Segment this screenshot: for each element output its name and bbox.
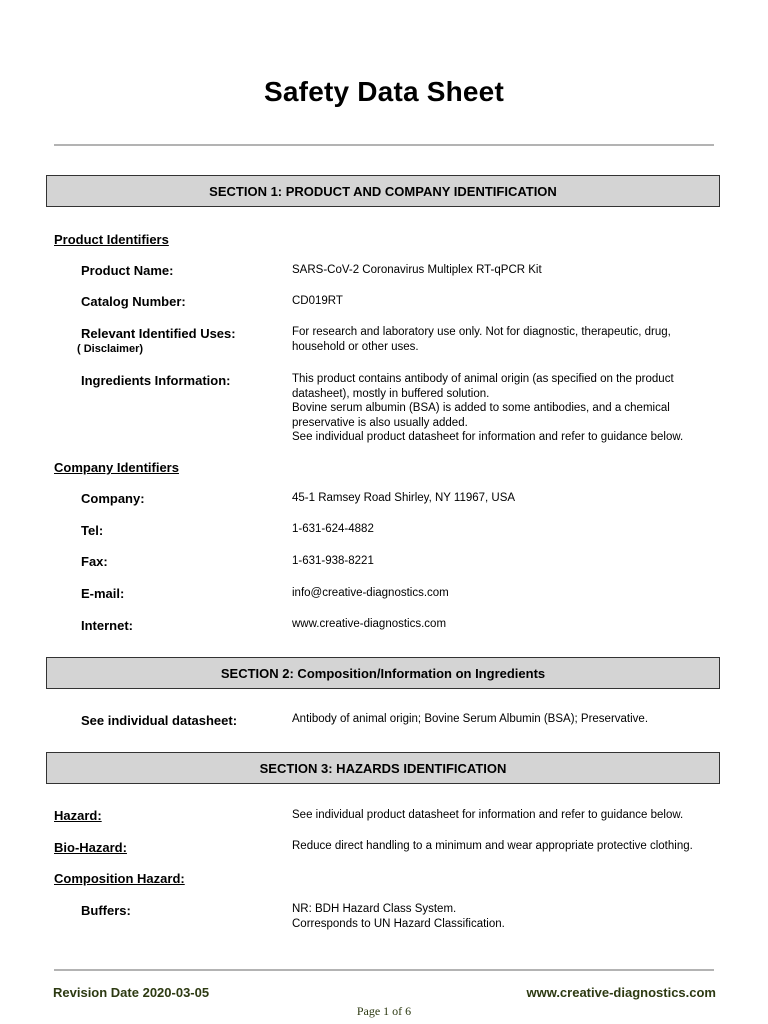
company-identifiers-heading: Company Identifiers xyxy=(54,460,179,475)
catalog-number-label: Catalog Number: xyxy=(81,294,186,309)
footer-website-link[interactable]: www.creative-diagnostics.com xyxy=(526,985,716,1000)
page-number: Page 1 of 6 xyxy=(356,1004,412,1018)
product-name-value: SARS-CoV-2 Coronavirus Multiplex RT-qPCR Kit xyxy=(292,264,542,276)
ingredients-line: preservative is also usually added. xyxy=(292,416,468,429)
email-link[interactable]: info@creative-diagnostics.com xyxy=(292,587,449,599)
email-label: E-mail: xyxy=(81,586,125,601)
relevant-uses-label: Relevant Identified Uses: xyxy=(81,326,236,341)
tel-value: 1-631-624-4882 xyxy=(292,523,374,535)
uses-line: household or other uses. xyxy=(292,340,419,353)
section-3-header: SECTION 3: HAZARDS IDENTIFICATION xyxy=(46,752,720,784)
hazard-label: Hazard: xyxy=(54,808,102,823)
company-value: 45-1 Ramsey Road Shirley, NY 11967, USA xyxy=(292,492,516,504)
ingredients-line: This product contains antibody of animal origin (as specified on the product xyxy=(292,373,674,385)
ingredients-line: datasheet), mostly in buffered solution. xyxy=(292,387,490,400)
uses-line: For research and laboratory use only. Not for diagnostic, therapeutic, drug, xyxy=(292,326,671,338)
footer-divider xyxy=(54,969,714,971)
title-divider xyxy=(54,144,714,146)
relevant-uses-value xyxy=(292,325,712,354)
ingredients-info-label: Ingredients Information: xyxy=(81,373,231,388)
biohazard-label: Bio-Hazard: xyxy=(54,840,127,855)
composition-hazard-label: Composition Hazard: xyxy=(54,871,185,886)
product-name-label: Product Name: xyxy=(81,263,174,278)
tel-label: Tel: xyxy=(81,523,104,538)
section-2-header: SECTION 2: Composition/Information on Ingredients xyxy=(46,657,720,689)
disclaimer-label: ( Disclaimer) xyxy=(77,343,144,355)
buffers-line: NR: BDH Hazard Class System. xyxy=(292,903,457,915)
fax-value: 1-631-938-8221 xyxy=(292,555,374,567)
ingredients-line: Bovine serum albumin (BSA) is added to some antibodies, and a chemical xyxy=(292,402,670,414)
see-datasheet-label: See individual datasheet: xyxy=(81,713,238,728)
see-datasheet-value: Antibody of animal origin; Bovine Serum Albumin (BSA); Preservative. xyxy=(292,713,649,725)
buffers-value xyxy=(292,902,712,931)
internet-label: Internet: xyxy=(81,618,133,633)
page-title: Safety Data Sheet xyxy=(264,76,504,107)
section-1-header: SECTION 1: PRODUCT AND COMPANY IDENTIFICATION xyxy=(46,175,720,207)
ingredients-info-value xyxy=(292,372,712,445)
revision-date: Revision Date 2020-03-05 xyxy=(53,985,210,1000)
ingredients-line: See individual product datasheet for information and refer to guidance below. xyxy=(292,431,684,443)
buffers-label: Buffers: xyxy=(81,903,131,918)
hazard-value: See individual product datasheet for information and refer to guidance below. xyxy=(292,809,684,821)
internet-link[interactable]: www.creative-diagnostics.com xyxy=(292,618,447,630)
product-identifiers-heading: Product Identifiers xyxy=(54,232,169,247)
company-label: Company: xyxy=(81,491,145,506)
catalog-number-value: CD019RT xyxy=(292,295,343,307)
biohazard-value: Reduce direct handling to a minimum and wear appropriate protective clothing. xyxy=(292,840,693,852)
fax-label: Fax: xyxy=(81,554,108,569)
buffers-line: Corresponds to UN Hazard Classification. xyxy=(292,917,505,930)
